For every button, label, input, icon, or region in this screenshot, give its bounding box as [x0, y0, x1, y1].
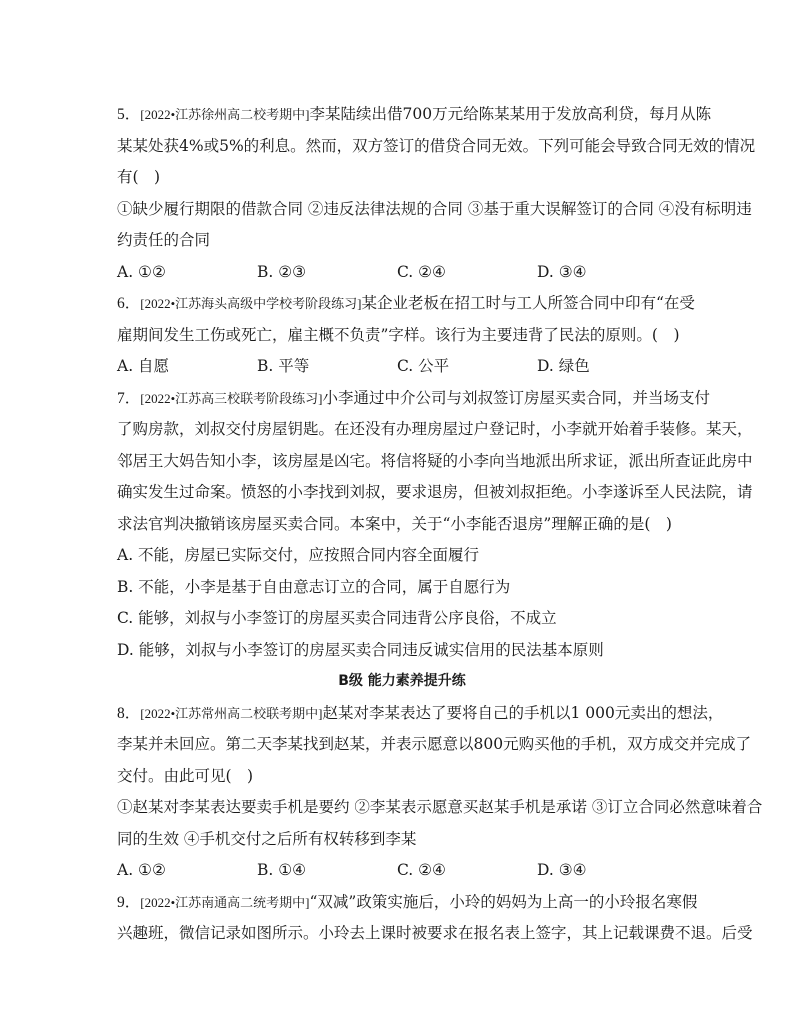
option-a: A. 自愿 [117, 357, 170, 375]
option-b: B. 平等 [257, 357, 310, 375]
question-5-options [117, 257, 687, 289]
question-6-options [117, 351, 687, 383]
option-c: C. ②④ [397, 861, 446, 879]
question-number: 5． [117, 106, 141, 123]
option-c: C. 公平 [397, 357, 450, 375]
question-7-line-5: 求法官判决撤销该房屋买卖合同。本案中，关于“小李能否退房”理解正确的是( ) [117, 514, 672, 533]
question-8 [117, 698, 763, 887]
question-9-line-2: 兴趣班，微信记录如图所示。小玲去上课时被要求在报名表上签字，其上记载课费不退。后受 [117, 924, 753, 942]
section-heading: B级 能力素养提升练 [338, 673, 466, 689]
question-6-line-2: 雇期间发生工伤或死亡，雇主概不负责”字样。该行为主要违背了民法的原则。( ) [117, 325, 680, 344]
question-number: 9． [117, 893, 141, 911]
question-source: [2022•江苏南通高二统考期中] [140, 894, 310, 910]
question-text: “双减”政策实施后，小玲的妈妈为上高一的小玲报名寒假 [309, 892, 698, 911]
option-c: C. ②④ [397, 262, 446, 281]
option-d: D. ③④ [537, 262, 587, 281]
question-source: [2022•江苏海头高级中学校考阶段练习] [140, 296, 362, 311]
question-8-line-3: 交付。由此可见( ) [117, 766, 254, 785]
question-8-options [117, 855, 687, 887]
option-b: B. 不能，小李是基于自由意志订立的合同，属于自愿行为 [117, 577, 511, 596]
question-7-line-1 [117, 383, 710, 415]
question-6-line-1 [117, 288, 695, 320]
question-5-line-4: ①缺少履行期限的借款合同 ②违反法律法规的合同 ③基于重大误解签订的合同 ④没有标明违 [117, 199, 752, 218]
option-a: A. ①② [117, 861, 166, 879]
question-8-line-2: 李某并未回应。第二天李某找到赵某，并表示愿意以800元购买他的手机，双方成交并完成了 [117, 735, 752, 753]
question-source: [2022•江苏常州高二校联考期中] [140, 705, 323, 721]
option-b: B. ②③ [257, 262, 307, 281]
option-b: B. ①④ [257, 861, 307, 879]
question-source: [2022•江苏徐州高二校考期中] [140, 107, 310, 122]
question-7-line-4: 确实发生过命案。愤怒的小李找到刘叔，要求退房，但被刘叔拒绝。小李遂诉至人民法院，请 [117, 483, 753, 501]
question-8-line-4: ①赵某对李某表达要卖手机是要约 ②李某表示愿意买赵某手机是承诺 ③订立合同必然意味着合 [117, 798, 763, 816]
question-number: 7． [117, 389, 141, 407]
option-d: D. 能够，刘叔与小李签订的房屋买卖合同违反诚实信用的民法基本原则 [117, 640, 604, 659]
option-c: C. 能够，刘叔与小李签订的房屋买卖合同违背公序良俗，不成立 [117, 609, 557, 627]
question-text: 李某陆续出借700万元给陈某某用于发放高利贷，每月从陈 [309, 105, 712, 123]
question-8-line-5: 同的生效 ④手机交付之后所有权转移到李某 [117, 829, 417, 848]
question-5-line-1 [117, 99, 712, 131]
question-5-line-3: 有( ) [117, 168, 161, 186]
question-5 [117, 99, 756, 288]
question-7 [117, 383, 753, 667]
question-text: 赵某对李某表达了要将自己的手机以1 000元卖出的想法， [322, 703, 724, 722]
question-9-line-1 [117, 887, 698, 919]
question-number: 8． [117, 704, 141, 722]
question-9 [117, 887, 753, 950]
question-8-line-1 [117, 698, 724, 730]
question-number: 6． [117, 295, 141, 312]
question-text: 某企业老板在招工时与工人所签合同中印有“在受 [361, 294, 695, 312]
question-7-line-3: 邻居王大妈告知小李，该房屋是凶宅。将信将疑的小李向当地派出所求证，派出所查证此房中 [117, 451, 753, 470]
option-d: D. 绿色 [537, 357, 590, 375]
question-5-line-2: 某某处获4%或5%的利息。然而，双方签订的借贷合同无效。下列可能会导致合同无效的情况 [117, 136, 756, 155]
question-7-line-2: 了购房款，刘叔交付房屋钥匙。在还没有办理房屋过户登记时，小李就开始着手装修。某天， [117, 420, 753, 438]
question-source: [2022•江苏高三校联考阶段练习] [140, 390, 323, 406]
option-d: D. ③④ [537, 861, 587, 879]
option-a: A. ①② [117, 262, 166, 281]
question-content [117, 99, 763, 950]
option-a: A. 不能，房屋已实际交付，应按照合同内容全面履行 [117, 546, 480, 564]
question-5-line-5: 约责任的合同 [117, 231, 211, 249]
question-6 [117, 288, 695, 383]
question-text: 小李通过中介公司与刘叔签订房屋买卖合同，并当场支付 [322, 388, 710, 407]
